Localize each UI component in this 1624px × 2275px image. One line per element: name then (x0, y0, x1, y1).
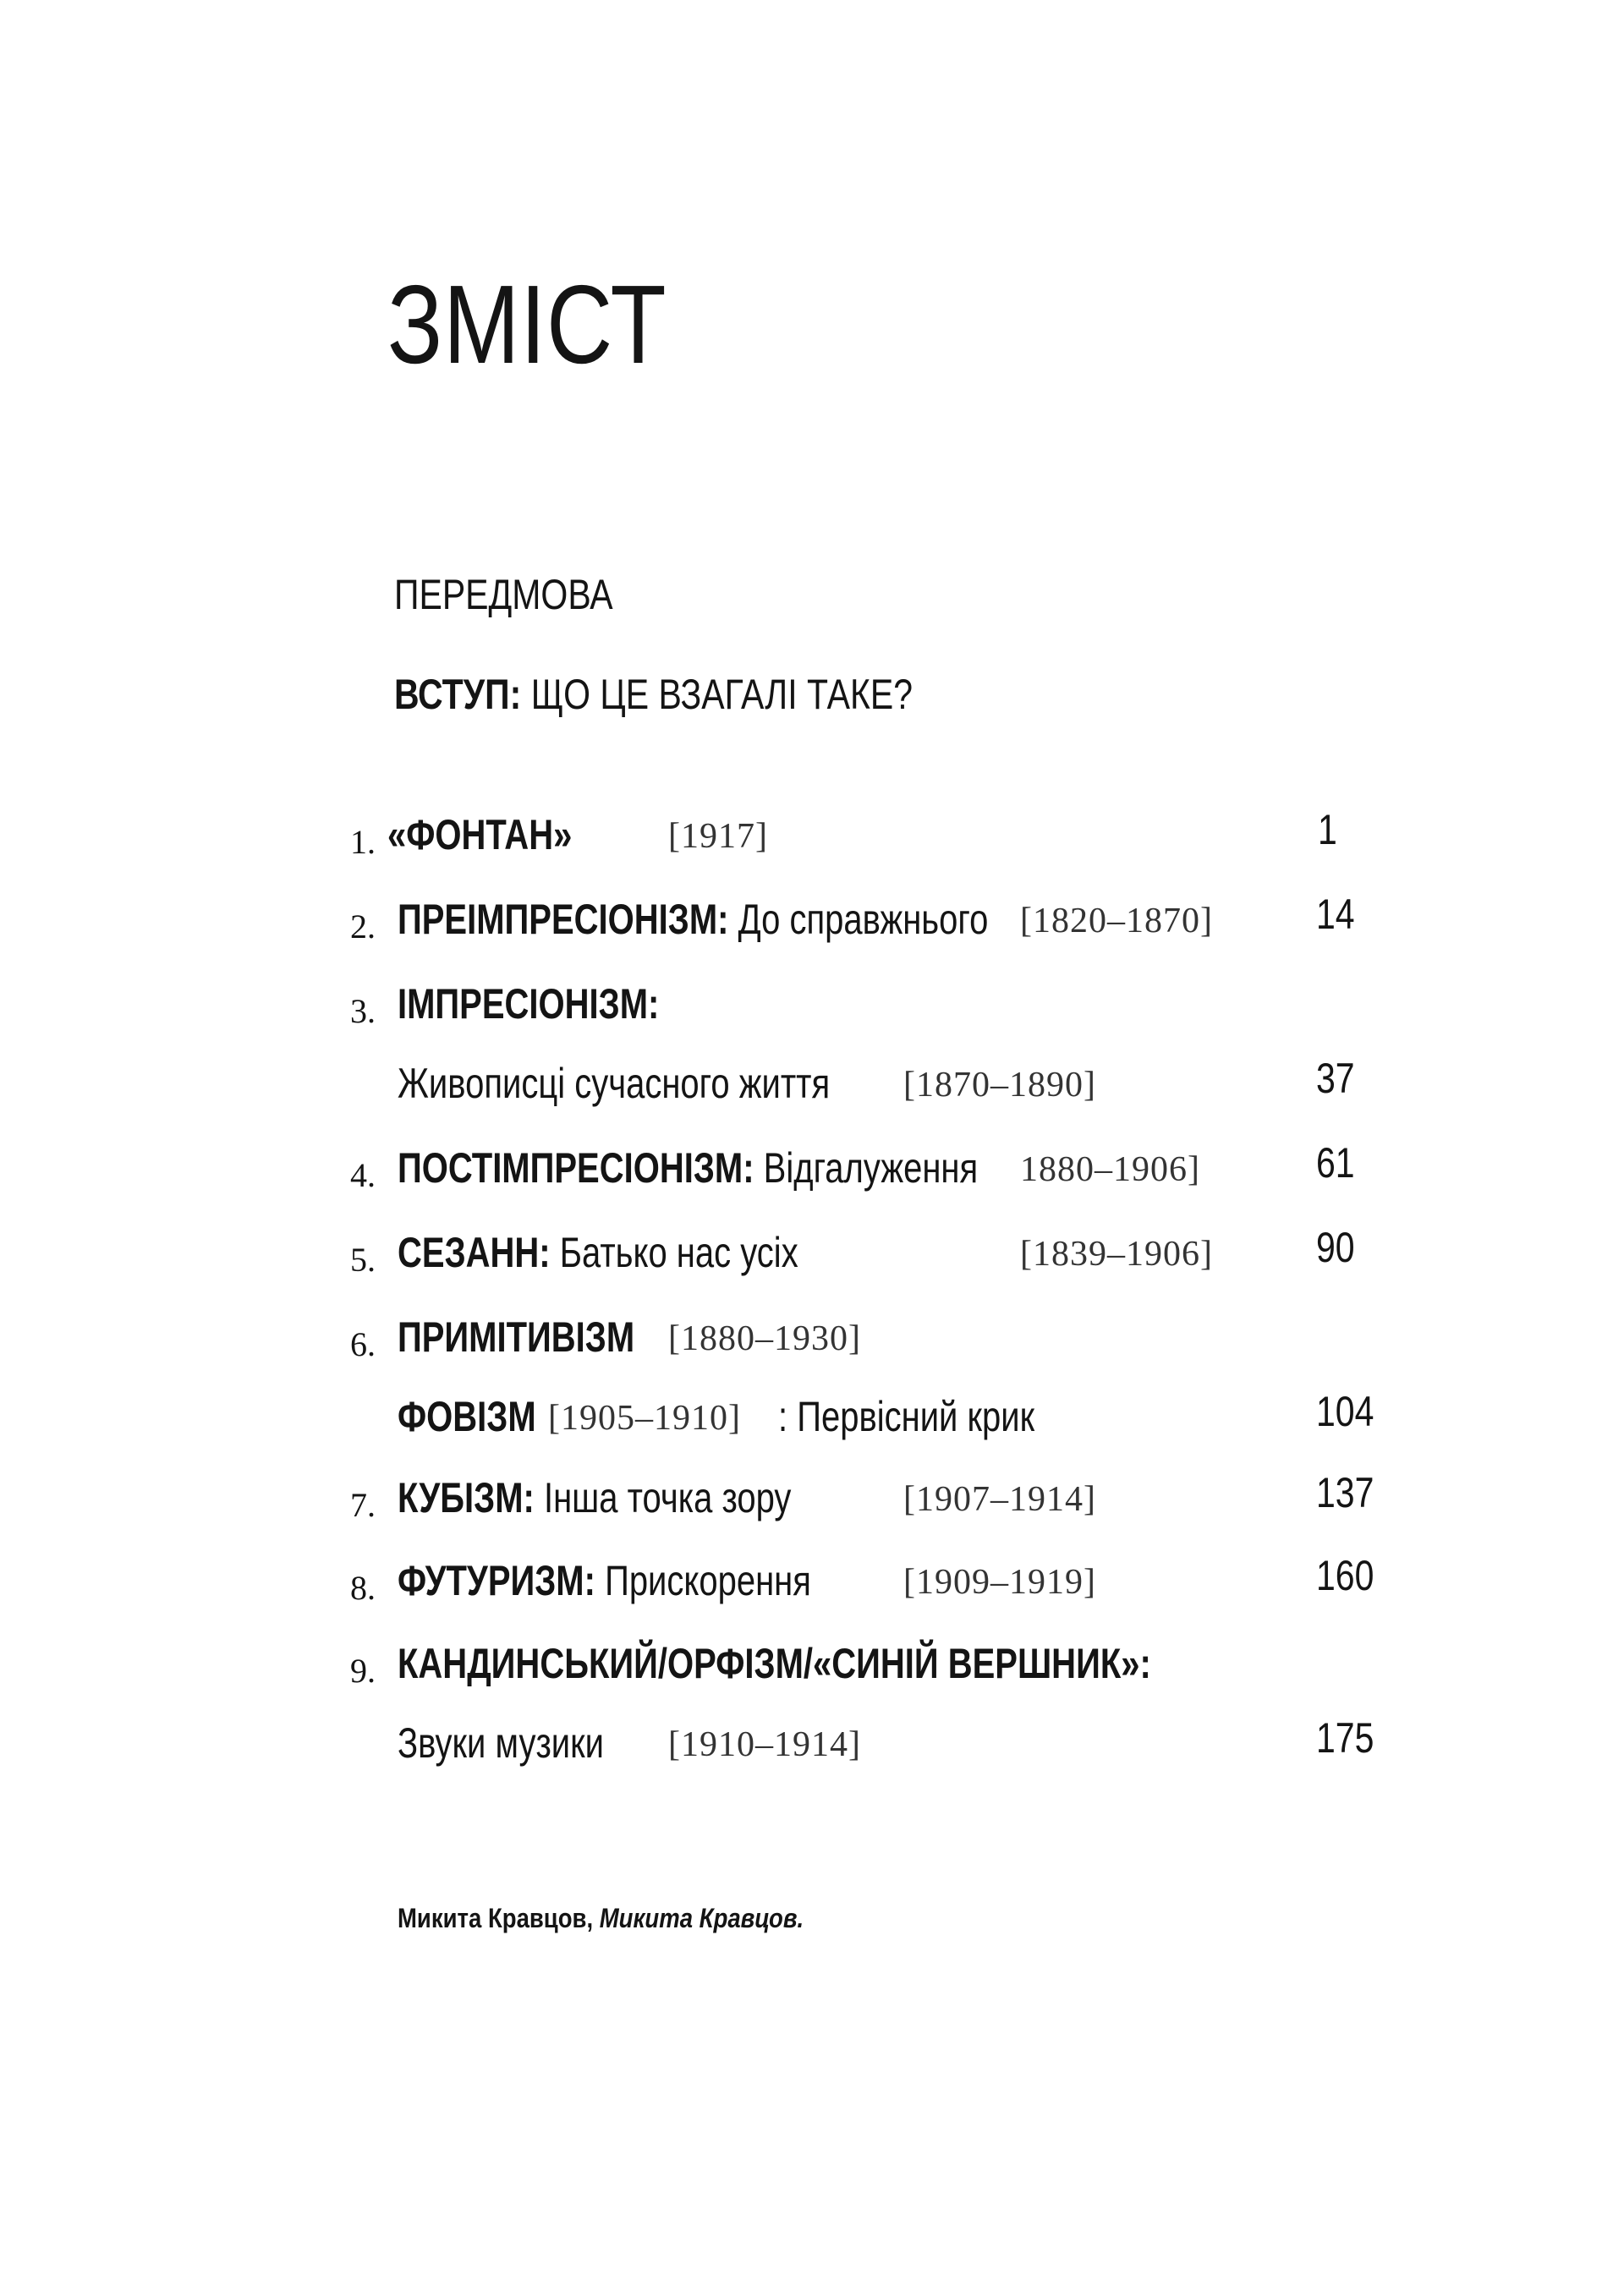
toc-entry-subtitle: Батько нас усіх (550, 1229, 798, 1276)
author-name-italic: Микита Кравцов. (593, 1903, 804, 1933)
toc-entry-3-continued (0, 1055, 1624, 1113)
page-title: ЗМІСТ (387, 262, 667, 386)
author-credit (398, 1905, 804, 1932)
toc-entry-number: 2. (350, 907, 376, 946)
toc-entry-number: 7. (350, 1486, 376, 1524)
toc-entry-text (398, 1395, 536, 1438)
toc-entry-page: 1 (1318, 806, 1337, 853)
toc-entry-date: 1880–1906] (1020, 1150, 1200, 1189)
toc-entry-text (398, 980, 660, 1028)
toc-entry-number: 1. (350, 823, 376, 861)
toc-entry-title: ФОВІЗМ (398, 1393, 536, 1440)
toc-preface: ПЕРЕДМОВА (394, 571, 613, 618)
toc-entry-title: «ФОНТАН» (387, 811, 573, 858)
toc-entry-page: 160 (1316, 1552, 1374, 1599)
toc-entry-page: 137 (1316, 1469, 1374, 1516)
toc-entry-text (398, 1313, 635, 1361)
toc-entry-text (398, 1062, 830, 1105)
toc-entry-2 (0, 891, 1624, 949)
toc-entry-number: 5. (350, 1241, 376, 1279)
toc-entry-subtitle: Відгалуження (754, 1144, 979, 1192)
toc-entry-title: ПРЕІМПРЕСІОНІЗМ: (398, 896, 729, 943)
toc-intro-title: ЩО ЦЕ ВЗАГАЛІ ТАКЕ? (521, 671, 914, 718)
toc-entry-text (398, 1231, 798, 1274)
toc-entry-4 (0, 1139, 1624, 1198)
toc-entry-date: [1820–1870] (1020, 902, 1213, 940)
toc-entry-7 (0, 1469, 1624, 1527)
toc-entry-number: 4. (350, 1156, 376, 1194)
toc-entry-date: [1839–1906] (1020, 1235, 1213, 1274)
toc-entry-text (398, 1474, 792, 1521)
toc-entry-title: ПОСТІМПРЕСІОНІЗМ: (398, 1144, 754, 1192)
toc-entry-5 (0, 1224, 1624, 1282)
toc-entry-date: [1907–1914] (903, 1480, 1096, 1519)
toc-entry-date: [1909–1919] (903, 1563, 1096, 1602)
toc-entry-page: 104 (1316, 1388, 1374, 1435)
toc-entry-3 (0, 980, 1624, 1033)
toc-entry-date (548, 1401, 741, 1436)
toc-entry-text (387, 811, 573, 858)
toc-entry-8 (0, 1552, 1624, 1610)
toc-entry-text (398, 1719, 604, 1767)
toc-entry-text (398, 1144, 979, 1192)
toc-entry-6-continued (0, 1388, 1624, 1446)
toc-entry-page: 14 (1316, 891, 1355, 938)
toc-entry-1 (0, 806, 1624, 864)
toc-entry-subtitle: Звуки музики (398, 1719, 604, 1767)
toc-entry-number: 6. (350, 1325, 376, 1363)
toc-entry-title: КАНДИНСЬКИЙ/ОРФІЗМ/«СИНІЙ ВЕРШНИК»: (398, 1640, 1151, 1687)
toc-entry-subtitle: Інша точка зору (534, 1474, 792, 1521)
toc-entry-title: КУБІЗМ: (398, 1474, 535, 1521)
toc-entry-9 (0, 1642, 1624, 1693)
toc-entry-title: ФУТУРИЗМ: (398, 1557, 595, 1604)
toc-entry-page: 61 (1316, 1139, 1355, 1187)
toc-entry-date: [1870–1890] (903, 1066, 1096, 1105)
toc-entry-9-continued (0, 1714, 1624, 1773)
toc-entry-text (398, 1642, 1151, 1685)
toc-entry-date: [1910–1914] (668, 1725, 861, 1764)
toc-entry-subtitle: : Первісний крик (778, 1393, 1035, 1440)
toc-entry-number: 8. (350, 1569, 376, 1607)
toc-entry-number: 9. (350, 1652, 376, 1690)
toc-entry-subtitle: Живописці сучасного життя (398, 1060, 831, 1107)
toc-entry-page: 175 (1316, 1714, 1374, 1762)
toc-entry-date: [1880–1930] (668, 1319, 861, 1358)
toc-intro-label: ВСТУП: (394, 671, 522, 718)
toc-entry-text (398, 1557, 811, 1604)
toc-intro (394, 671, 914, 718)
toc-entry-date-value: [1905–1910] (548, 1399, 741, 1438)
toc-entry-title: СЕЗАНН: (398, 1229, 551, 1276)
toc-entry-title: ПРИМІТИВІЗМ (398, 1313, 635, 1361)
toc-entry-date: [1917] (668, 817, 768, 856)
author-name: Микита Кравцов, (398, 1903, 594, 1933)
toc-entry-number: 3. (350, 992, 376, 1030)
toc-entry-6 (0, 1313, 1624, 1367)
toc-entry-subtitle: До справжнього (728, 896, 989, 943)
toc-entry-page: 90 (1316, 1224, 1355, 1271)
toc-entry-title: ІМПРЕСІОНІЗМ: (398, 980, 660, 1028)
toc-entry-page: 37 (1316, 1055, 1355, 1102)
toc-entry-text (398, 896, 989, 943)
toc-entry-subtitle: Прискорення (595, 1557, 811, 1604)
